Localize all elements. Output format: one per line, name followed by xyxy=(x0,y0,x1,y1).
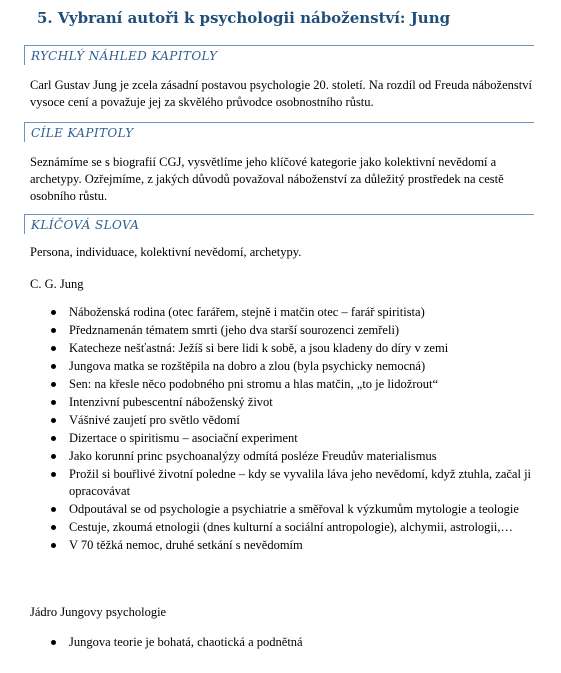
list-item: Cestuje, zkoumá etnologii (dnes kulturní a sociální antropologie), alchymii, astrologii,… xyxy=(48,519,538,536)
list-item: Katecheze nešťastná: Ježíš si bere lidi k sobě, a jsou kladeny do díry v zemi xyxy=(48,340,538,357)
section-heading-goals-label: CÍLE KAPITOLY xyxy=(31,126,134,140)
section-heading-preview-label: RYCHLÝ NÁHLED KAPITOLY xyxy=(31,49,218,63)
core-list xyxy=(48,634,538,651)
list-item: Náboženská rodina (otec farářem, stejně i matčin otec – farář spiritista) xyxy=(48,304,538,321)
section-heading-goals xyxy=(24,122,534,142)
list-item: Jungova matka se rozštěpila na dobro a zlou (byla psychicky nemocná) xyxy=(48,358,538,375)
list-item: Vášnivé zaujetí pro světlo vědomí xyxy=(48,412,538,429)
list-item: Odpoutával se od psychologie a psychiatrie a směřoval k výzkumům mytologie a teologie xyxy=(48,501,538,518)
section-heading-keywords xyxy=(24,214,534,234)
chapter-title: 5. Vybraní autoři k psychologii náboženství: Jung xyxy=(37,9,451,27)
biography-list xyxy=(48,304,538,554)
list-item: Prožil si bouřlivé životní poledne – kdy se vyvalila láva jeho nevědomí, když ztuhla, začal ji opracovávat xyxy=(48,466,538,500)
list-item: Jako korunní princ psychoanalýzy odmítá posléze Freudův materialismus xyxy=(48,448,538,465)
biography-label: C. G. Jung xyxy=(30,277,84,291)
list-item: Sen: na křesle něco podobného pni stromu a hlas matčin, „to je lidožrout“ xyxy=(48,376,538,393)
list-item: Předznamenán tématem smrti (jeho dva starší sourozenci zemřeli) xyxy=(48,322,538,339)
preview-paragraph: Carl Gustav Jung je zcela zásadní postavou psychologie 20. století. Na rozdíl od Freuda náboženství vysoce cení a považuje jej za skvělého průvodce osobnostního růstu. xyxy=(30,78,532,109)
keywords-paragraph: Persona, individuace, kolektivní nevědomí, archetypy. xyxy=(30,245,302,259)
section-heading-keywords-label: KLÍČOVÁ SLOVA xyxy=(31,218,140,232)
goals-paragraph: Seznámíme se s biografií CGJ, vysvětlíme jeho klíčové kategorie jako kolektivní nevědomí a archetypy. Ozřejmíme, z jakých důvodů považoval náboženství za důležitý prostředek na cestě osobního růstu. xyxy=(30,155,504,203)
list-item: Jungova teorie je bohatá, chaotická a podnětná xyxy=(48,634,538,651)
section-heading-preview xyxy=(24,45,534,65)
list-item: Dizertace o spiritismu – asociační experiment xyxy=(48,430,538,447)
list-item: V 70 těžká nemoc, druhé setkání s nevědomím xyxy=(48,537,538,554)
core-label: Jádro Jungovy psychologie xyxy=(30,605,167,619)
list-item: Intenzivní pubescentní náboženský život xyxy=(48,394,538,411)
